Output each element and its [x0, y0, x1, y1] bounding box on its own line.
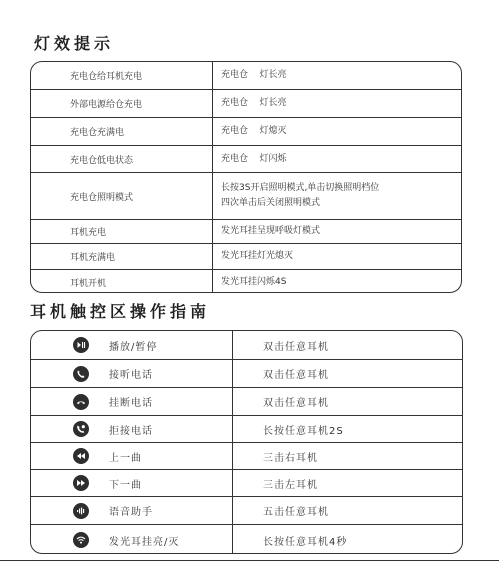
function-label: 播放/暂停	[109, 341, 158, 353]
page-bottom-rule	[0, 560, 499, 561]
effect-cell	[221, 173, 453, 219]
state-cell: 外部电源给仓充电	[70, 100, 143, 110]
state-cell: 耳机充电	[70, 228, 107, 238]
effect-text: 发光耳挂呈现呼吸灯模式	[221, 226, 321, 236]
table-row	[31, 172, 461, 219]
table-row	[31, 524, 462, 554]
action-text: 三击左耳机	[263, 479, 318, 491]
table-row	[31, 145, 461, 172]
effect-cell	[221, 90, 453, 117]
table-row	[31, 89, 461, 117]
action-text: 长按任意耳机4秒	[263, 536, 348, 548]
state-cell: 充电仓充满电	[70, 128, 125, 138]
table-row	[31, 359, 462, 387]
effect-cell	[221, 62, 453, 89]
table-row	[31, 243, 461, 269]
phone-hangup-icon	[73, 394, 89, 410]
effect-text: 四次单击后关闭照明模式	[221, 198, 321, 208]
function-label: 语音助手	[109, 507, 153, 518]
table-row	[31, 469, 462, 496]
effect-cell	[221, 118, 453, 145]
table-row	[31, 219, 461, 243]
function-label: 下一曲	[109, 479, 142, 491]
action-text: 长按任意耳机2S	[263, 425, 344, 437]
table-row	[31, 415, 462, 442]
action-text: 三击右耳机	[263, 452, 318, 464]
effect-text: 充电仓 灯长亮	[221, 70, 287, 80]
effect-cell	[221, 244, 453, 269]
touch-guide-table	[30, 330, 463, 554]
phone-answer-icon	[73, 366, 89, 382]
table-row	[31, 62, 461, 89]
action-text: 双击任意耳机	[263, 398, 329, 409]
state-cell: 耳机开机	[70, 278, 107, 289]
effect-text: 充电仓 灯熄灭	[221, 126, 287, 136]
function-label: 挂断电话	[109, 398, 153, 409]
function-label: 发光耳挂亮/灭	[109, 536, 180, 548]
state-cell: 充电仓照明模式	[70, 192, 134, 203]
table-row	[31, 442, 462, 469]
function-label: 上一曲	[109, 452, 142, 464]
effect-text: 发光耳挂灯光熄灭	[221, 251, 294, 261]
table-row	[31, 269, 461, 293]
effect-cell	[221, 270, 453, 293]
action-text: 双击任意耳机	[263, 370, 329, 381]
table-row	[31, 331, 462, 359]
effect-text: 充电仓 灯闪烁	[221, 153, 287, 164]
table-row	[31, 496, 462, 524]
light-toggle-icon	[73, 532, 89, 548]
state-cell: 耳机充满电	[70, 253, 116, 263]
effect-text: 发光耳挂闪烁4S	[221, 276, 287, 287]
section-title-light-effects: 灯效提示	[34, 34, 115, 53]
effect-text: 充电仓 灯长亮	[221, 98, 287, 108]
action-text: 双击任意耳机	[263, 341, 329, 353]
effect-cell	[221, 220, 453, 243]
function-label: 接听电话	[109, 370, 153, 381]
effect-cell	[221, 146, 453, 172]
state-cell: 充电仓低电状态	[70, 155, 134, 166]
previous-track-icon	[73, 448, 89, 464]
state-cell: 充电仓给耳机充电	[70, 72, 143, 82]
action-text: 五击任意耳机	[263, 507, 329, 518]
light-effects-table	[30, 61, 462, 293]
table-row	[31, 387, 462, 415]
effect-text: 长按3S开启照明模式,单击切换照明档位	[221, 183, 380, 193]
table-row	[31, 117, 461, 145]
function-label: 拒接电话	[109, 425, 153, 437]
next-track-icon	[73, 475, 89, 491]
voice-assistant-icon	[73, 503, 89, 519]
phone-reject-icon	[73, 421, 89, 437]
section-title-touch-guide: 耳机触控区操作指南	[30, 302, 211, 321]
play-pause-icon	[73, 337, 89, 353]
